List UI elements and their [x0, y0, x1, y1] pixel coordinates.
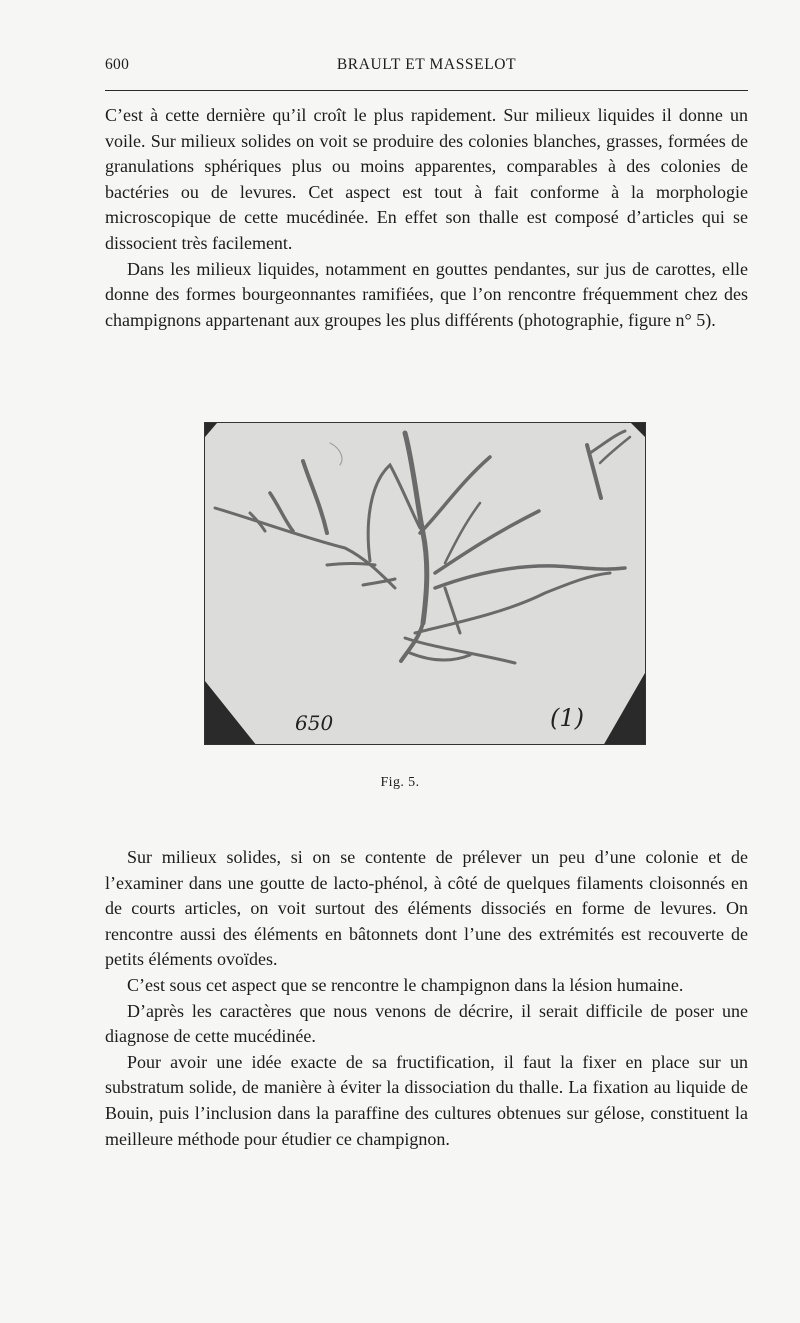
paragraph: C’est sous cet aspect que se rencontre le champignon dans la lésion humaine.	[127, 974, 684, 995]
figure-photomicrograph	[204, 422, 646, 745]
paragraph: Sur milieux solides, si on se contente de prélever un peu d’une colonie et de l’examiner dans une goutte de lacto-phénol, à côté de quelques filaments cloisonnés en de courts articles, on voit surtout des éléments dissociés en forme de levures. On rencontre aussi des éléments en bâtonnets dont l’une des extrémités est recouverte de petits éléments ovoïdes.	[105, 847, 748, 970]
paragraph: Pour avoir une idée exacte de sa fructification, il faut la fixer en place sur un substratum solide, de manière à éviter la dissociation du thalle. La fixation au liquide de Bouin, puis l’inclusion dans la paraffine des cultures obtenues sur gélose, constituent la meilleure méthode pour étudier ce champignon.	[105, 1051, 748, 1149]
paragraph: C’est à cette dernière qu’il croît le plus rapidement. Sur milieux liquides il donne un voile. Sur milieux solides on voit se produire des colonies blanches, grasses, formées de granulations sphériques plus ou moins apparentes, comparables à des colonies de bactéries ou de levures. Cet aspect est tout à fait conforme à la morphologie microscopique de cette mucédinée. En effet son thalle est composé d’articles qui se dissocient très facilement.	[105, 105, 748, 253]
running-head	[105, 56, 748, 78]
body-text-top	[105, 103, 748, 333]
figure-caption: Fig. 5.	[380, 775, 420, 790]
paragraph: Dans les milieux liquides, notamment en gouttes pendantes, sur jus de carottes, elle donne des formes bourgeonnantes ramifiées, que l’on rencontre fréquemment chez des champignons appartenant aux groupes les plus différents (photographie, figure n° 5).	[105, 258, 748, 330]
handwritten-label-1: (1)	[550, 704, 584, 732]
running-title: BRAULT ET MASSELOT	[336, 56, 517, 73]
paragraph: D’après les caractères que nous venons de décrire, il serait difficile de poser une diagnose de cette mucédinée.	[105, 1000, 748, 1047]
body-text-bottom	[105, 845, 748, 1152]
fungal-filaments-image	[205, 423, 646, 745]
page-number: 600	[105, 56, 130, 73]
handwritten-label-650: 650	[295, 711, 334, 735]
header-rule	[105, 90, 748, 91]
